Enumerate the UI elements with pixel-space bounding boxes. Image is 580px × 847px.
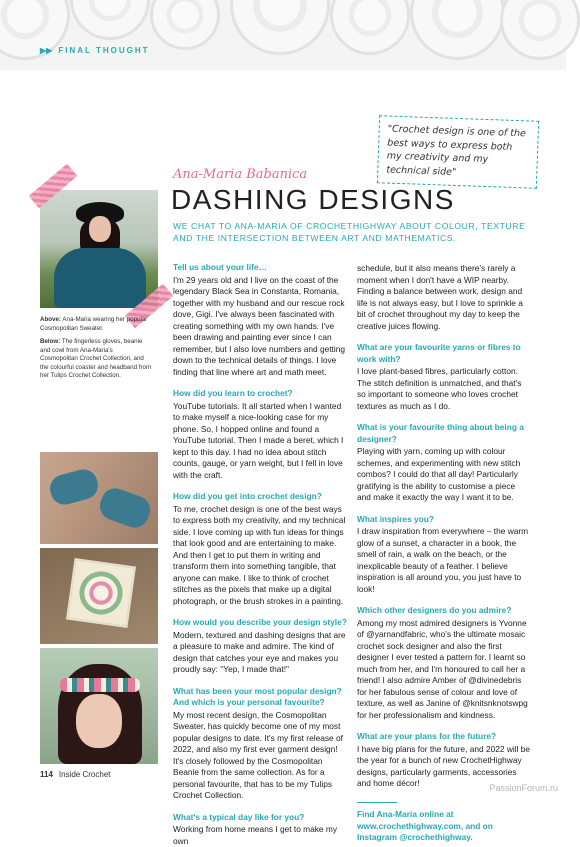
answer: I'm 29 years old and I live on the coast of the legendary Black Sea in Constanta, Romania, together with my husband and our rescue rock dove, Gigi. I've always been fascinated with creating something with my own hands. I've been drawing and painting ever since I can remember, but I also love numbers and getting down to the technical details of things. I love finding that line where art and math meet.	[173, 274, 346, 377]
answer: I have big plans for the future, and 2022 will be the year for a bunch of new CrochetHighway designs, particularly garments, accessories and home décor!	[357, 743, 531, 788]
answer: I love plant-based fibres, particularly cotton. The stitch definition is unmatched, and that's so important to someone who loves crochet textures as much as I do.	[357, 366, 522, 411]
portrait-photo	[40, 190, 158, 308]
byline: Ana-Maria Babanica	[173, 167, 308, 182]
online-links: Find Ana-Maria online at www.crochethighway.com, and on Instagram @crochethighway.	[357, 809, 493, 842]
magazine-title: Inside Crochet	[58, 770, 111, 779]
answer: My most recent design, the Cosmopolitan Sweater, has quickly become one of my most popular designs to date. It's my first release of 2022, and also my first ever garment design! It's closely followed by the Cosmopolitan Beanie from the same collection. As for a personal favourite, that has to be my Tulips Crochet Collection.	[173, 709, 343, 800]
headline: DASHING DESIGNS	[171, 184, 455, 215]
question: How did you learn to crochet?	[173, 388, 293, 398]
article-column-left	[173, 262, 347, 847]
question: What inspires you?	[357, 513, 434, 524]
caption-label: Below:	[40, 338, 61, 345]
answer: Playing with yarn, coming up with colour schemes, and experimenting with new stitch combos? I could do that all day! Particularly gratifying is the ability to customise a piece and make it exactly the way I want it to be.	[357, 446, 521, 502]
coaster-photo	[40, 548, 158, 644]
question: What are your plans for the future?	[357, 731, 497, 741]
question: What's a typical day like for you?	[173, 811, 305, 822]
watermark: PassionForum.ru	[489, 783, 558, 793]
article-column-right	[357, 262, 531, 844]
answer: To me, crochet design is one of the best ways to express both my creativity, and my technical side. I love coming up with fun ideas for things that look good and are entertaining to make. And then I get to put them in writing and transform them into something tangible, that anyone can make. I like to think of crochet stitches as the pixels that make up a digital photograph, or the brush strokes in a painting.	[173, 503, 346, 606]
question: Tell us about your life…	[173, 262, 267, 272]
question: How would you describe your design style?	[173, 617, 347, 627]
headband-photo	[40, 648, 158, 764]
double-arrow-icon: ▶▶	[40, 46, 53, 55]
caption-above	[40, 316, 152, 333]
answer: YouTube tutorials. It all started when I wanted to make myself a nice-looking case for my phone. So, I hopped online and found a YouTube tutorial. Then I made a beret, which I kept to this day. I had no idea about stitch counts, gauge, or yarn weight, but I fell in love with the craft.	[173, 400, 344, 480]
caption-below	[40, 338, 152, 381]
question: What has been your most popular design? And which is your personal favourite?	[173, 685, 342, 707]
page-footer	[40, 770, 111, 779]
question: How did you get into crochet design?	[173, 491, 322, 501]
answer-continued: schedule, but it also means there's rarely a moment when I don't have a WIP nearby. Finding a balance between work, design and life is not always easy, but I love to sprinkle a bit of crochet throughout my day to keep the creative juices flowing.	[357, 263, 523, 331]
section-label-text: FINAL THOUGHT	[58, 46, 150, 55]
answer: I draw inspiration from everywhere – the warm glow of a sunset, a character in a book, the smell of rain, a walk on the beach, or the inexplicable beauty of a feather. I believe inspiration is all around you, you just have to look!	[357, 526, 529, 594]
gloves-photo	[40, 452, 158, 544]
caption-text: Ana-Maria wearing her popular Cosmopolitan Sweater.	[40, 316, 148, 332]
lace-header-image	[0, 0, 566, 70]
question: Which other designers do you admire?	[357, 605, 512, 615]
question: What are your favourite yarns or fibres to work with?	[357, 342, 521, 364]
page-number: 114	[40, 770, 53, 779]
question: What is your favourite thing about being a designer?	[357, 422, 524, 444]
caption-label: Above:	[40, 316, 61, 323]
pull-quote: "Crochet design is one of the best ways to express both my creativity and my technical side"	[377, 115, 539, 189]
answer: Modern, textured and dashing designs that are a pleasure to make and admire. The kind of design that catches your eye and makes you proudly say: "Yep, I made that!"	[173, 629, 346, 674]
divider	[357, 802, 397, 804]
answer: Working from home means I get to make my own	[173, 824, 337, 846]
caption-text: The fingerless gloves, beanie and cowl from Ana-Maria's Cosmopolitan Crochet Collection, and the colourful coaster and headband from her Tulips Crochet Collection.	[40, 338, 152, 379]
standfirst: WE CHAT TO ANA-MARIA OF CROCHETHIGHWAY ABOUT COLOUR, TEXTURE AND THE INTERSECTION BETWEEN ART AND MATHEMATICS.	[173, 221, 526, 243]
answer: Among my most admired designers is Yvonne of @yarnandfabric, who's the ultimate mosaic crochet sock designer and also the first designer I ever tested a pattern for. I learnt so much from her, and I'm honoured to call her a friend! I also admire Amber of @divinedebris for her fabulous sense of colour and love of texture, as well as Janine of @knitsnknotswpg for her professionalism and kindness.	[357, 617, 528, 720]
section-label	[40, 46, 150, 55]
